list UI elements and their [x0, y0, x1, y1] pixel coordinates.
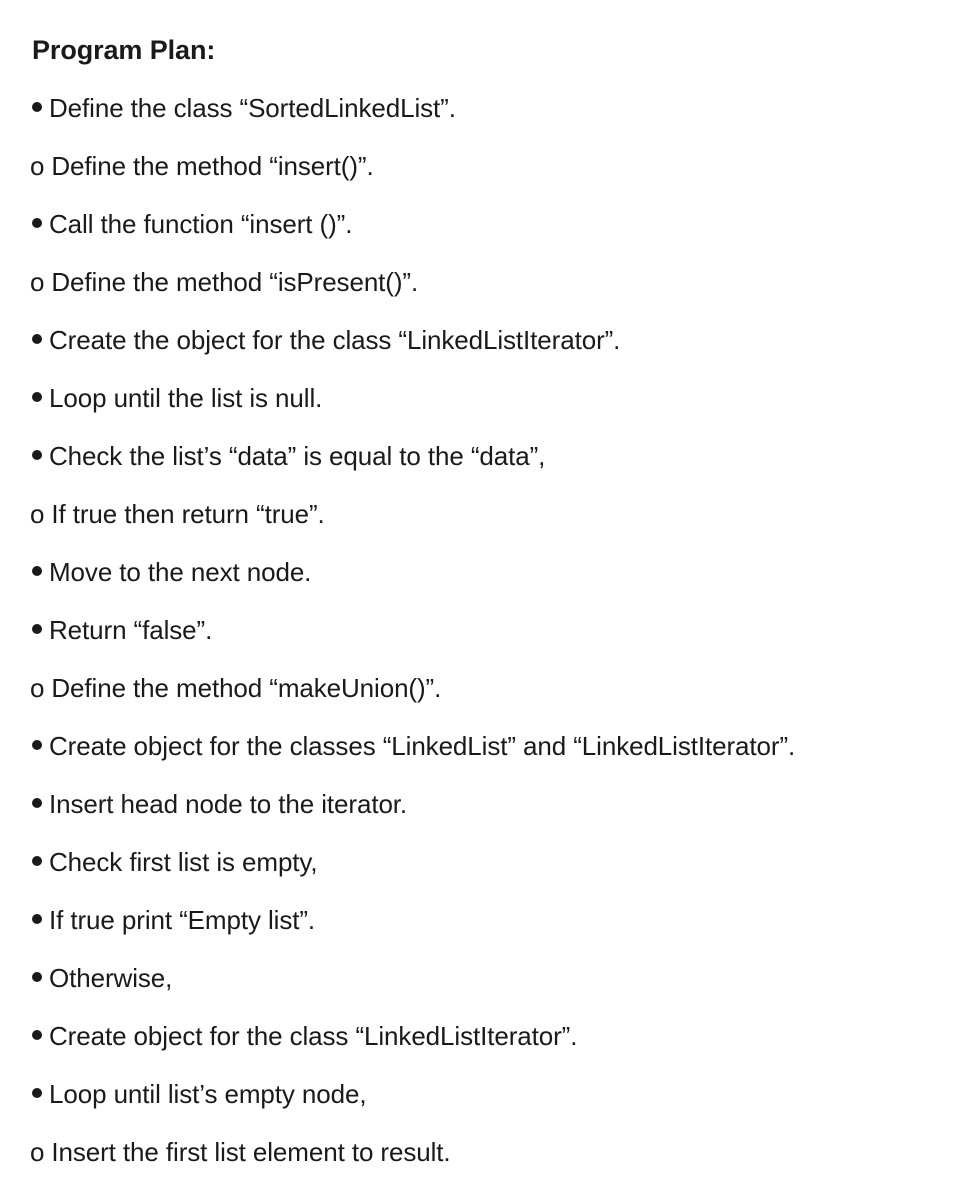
plan-step-text: Create object for the classes “LinkedList” and “LinkedListIterator”.: [49, 731, 796, 761]
bullet-icon: [32, 740, 42, 750]
plan-step: [32, 550, 948, 594]
plan-step: [32, 724, 948, 768]
plan-step: [32, 434, 948, 478]
bullet-icon: [32, 102, 42, 112]
plan-step: [32, 318, 948, 362]
document: [32, 28, 948, 1188]
plan-step: [32, 956, 948, 1000]
sub-bullet-marker: o: [30, 1137, 45, 1167]
bullet-icon: [32, 392, 42, 402]
plan-step: [32, 782, 948, 826]
sub-bullet-marker: o: [30, 499, 45, 529]
plan-step: [32, 666, 948, 710]
plan-step-text: Define the method “makeUnion()”.: [51, 673, 442, 703]
plan-step-text: Insert head node to the iterator.: [49, 789, 408, 819]
bullet-icon: [32, 914, 42, 924]
bullet-icon: [32, 1088, 42, 1098]
plan-step-text: Loop until the list is null.: [49, 383, 323, 413]
plan-step-text: Insert the first list element to result.: [51, 1137, 451, 1167]
plan-step: [32, 376, 948, 420]
plan-step-text: Define the method “isPresent()”.: [51, 267, 419, 297]
page-title: Program Plan:: [32, 35, 216, 65]
plan-step: [32, 840, 948, 884]
plan-step-text: Loop until list’s empty node,: [49, 1079, 367, 1109]
plan-step-text: Move to the next node.: [49, 557, 312, 587]
bullet-icon: [32, 856, 42, 866]
plan-step-text: Check the list’s “data” is equal to the “data”,: [49, 441, 546, 471]
bullet-icon: [32, 798, 42, 808]
plan-list: [32, 86, 948, 1174]
bullet-icon: [32, 334, 42, 344]
bullet-icon: [32, 450, 42, 460]
sub-bullet-marker: o: [30, 151, 45, 181]
bullet-icon: [32, 972, 42, 982]
plan-step-text: Define the method “insert()”.: [51, 151, 374, 181]
plan-step: [32, 260, 948, 304]
bullet-icon: [32, 218, 42, 228]
plan-step-text: Create object for the class “LinkedListIterator”.: [49, 1021, 578, 1051]
plan-step: [32, 1072, 948, 1116]
bullet-icon: [32, 1030, 42, 1040]
plan-step: [32, 1014, 948, 1058]
plan-step: [32, 86, 948, 130]
plan-step: [32, 1130, 948, 1174]
plan-step-text: If true then return “true”.: [51, 499, 325, 529]
sub-bullet-marker: o: [30, 673, 45, 703]
plan-step-text: Otherwise,: [49, 963, 173, 993]
plan-step: [32, 202, 948, 246]
plan-step: [32, 608, 948, 652]
plan-step-text: Call the function “insert ()”.: [49, 209, 353, 239]
sub-bullet-marker: o: [30, 267, 45, 297]
plan-step: [32, 492, 948, 536]
plan-step-text: Create the object for the class “LinkedListIterator”.: [49, 325, 621, 355]
plan-step-text: Define the class “SortedLinkedList”.: [49, 93, 456, 123]
plan-step-text: If true print “Empty list”.: [49, 905, 316, 935]
plan-step: [32, 898, 948, 942]
bullet-icon: [32, 624, 42, 634]
plan-step: [32, 144, 948, 188]
plan-step-text: Check first list is empty,: [49, 847, 318, 877]
bullet-icon: [32, 566, 42, 576]
plan-step-text: Return “false”.: [49, 615, 213, 645]
